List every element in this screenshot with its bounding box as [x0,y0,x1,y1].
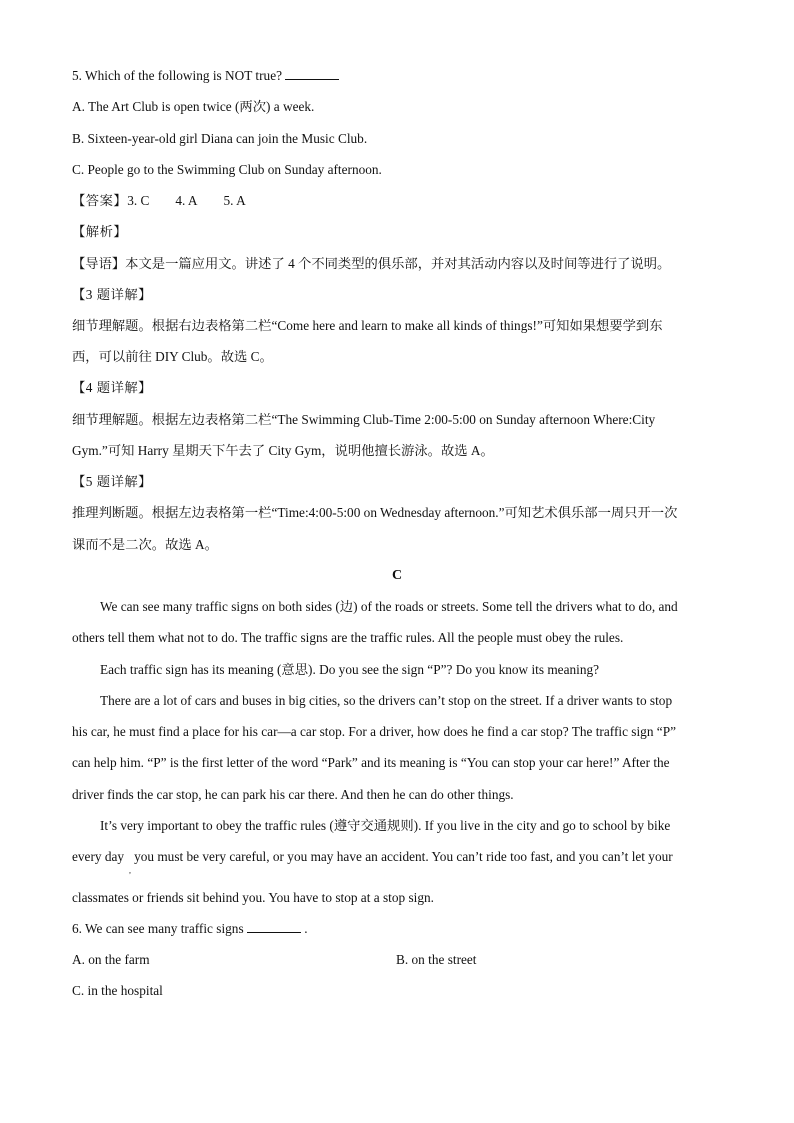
q4-detail-line-1: 细节理解题。根据左边表格第二栏“The Swimming Club-Time 2:00-5:00 on Sunday afternoon Where:City [72,412,656,427]
passage-p3-line-2: his car, he must find a place for his car—a car stop. For a driver, how does he find a car stop? The traffic sign “P” [72,724,676,739]
question-5-text: 5. Which of the following is NOT true? [72,68,286,83]
q5-detail-line-1: 推理判断题。根据左边表格第一栏“Time:4:00-5:00 on Wednesday afternoon.”可知艺术俱乐部一周只开一次 [72,505,678,520]
passage-p1-line-1: We can see many traffic signs on both sides (边) of the roads or streets. Some tell the drivers what to do, and [100,599,678,614]
answer-3: 3. C [127,193,150,208]
passage-p1-line-2: others tell them what not to do. The traffic signs are the traffic rules. All the people must obey the rules. [72,630,624,645]
q3-detail-line-1: 细节理解题。根据右边表格第二栏“Come here and learn to make all kinds of things!”可知如果想要学到东 [72,318,663,333]
question-6-stem [72,920,308,938]
question-6-text: 6. We can see many traffic signs [72,921,247,936]
passage-p4-line-1: It’s very important to obey the traffic rules (遵守交通规则). If you live in the city and go to school by bike [100,818,671,833]
answer-line [72,192,246,210]
question-5-option-b: B. Sixteen-year-old girl Diana can join the Music Club. [72,131,368,146]
passage-p3-line-3: can help him. “P” is the first letter of the word “Park” and its meaning is “You can stop your car here!” After the [72,755,670,770]
passage-p4-line-2-start: every day [72,849,125,864]
question-6-option-b: B. on the street [396,952,477,967]
question-5-option-c: C. People go to the Swimming Club on Sunday afternoon. [72,162,382,177]
q5-detail-line-2: 课而不是二次。故选 A。 [72,537,218,552]
question-6-option-a: A. on the farm [72,952,150,967]
question-5-stem [72,67,339,85]
q4-detail-line-2: Gym.”可知 Harry 星期天下午去了 City Gym，说明他擅长游泳。故选 A。 [72,443,494,458]
answer-4: 4. A [175,193,198,208]
answer-blank [285,79,339,80]
answer-blank [247,932,301,933]
passage-p4-line-2 [72,848,673,866]
question-6-end: . [300,921,308,936]
analysis-guide: 【导语】本文是一篇应用文。讲述了 4 个不同类型的俱乐部，并对其活动内容以及时间等进行了说明。 [72,256,671,271]
q5-detail-heading: 【5 题详解】 [72,474,152,489]
analysis-label: 【解析】 [72,224,128,239]
passage-p3-line-1: There are a lot of cars and buses in big cities, so the drivers can’t stop on the street. If a driver wants to stop [100,693,673,708]
question-5-option-a: A. The Art Club is open twice (两次) a week. [72,99,315,114]
question-6-option-c: C. in the hospital [72,983,163,998]
q4-detail-heading: 【4 题详解】 [72,380,152,395]
q3-detail-heading: 【3 题详解】 [72,287,152,302]
q3-detail-line-2: 西，可以前往 DIY Club。故选 C。 [72,349,273,364]
answer-label: 【答案】 [72,193,128,208]
passage-p3-line-4: driver finds the car stop, he can park his car there. And then he can do other things. [72,787,514,802]
answer-5: 5. A [223,193,246,208]
passage-p2-line-1: Each traffic sign has its meaning (意思). Do you see the sign “P”? Do you know its meaning? [100,662,600,677]
section-title: C [391,568,403,583]
passage-p4-line-2-rest: you must be very careful, or you may have an accident. You can’t ride too fast, and you can’t let your [134,849,673,864]
stray-comma-mark: , [129,866,131,875]
passage-p4-line-3: classmates or friends sit behind you. You have to stop at a stop sign. [72,890,434,905]
